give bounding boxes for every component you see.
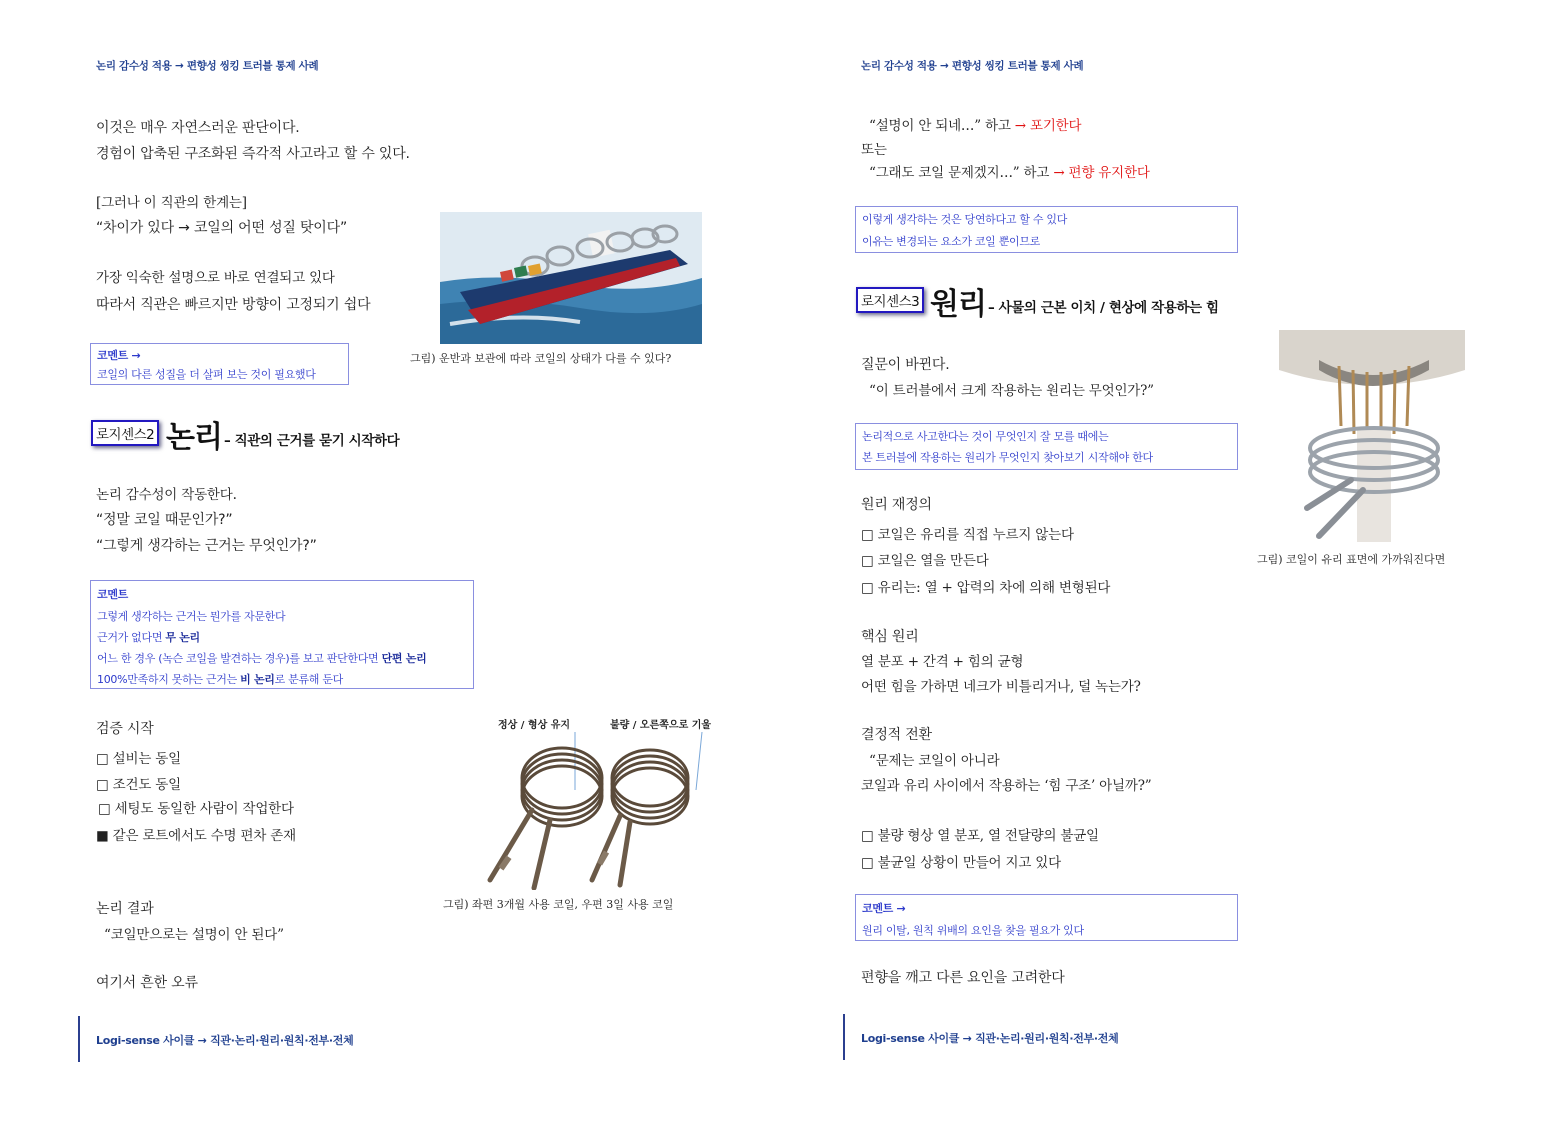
comment-line: 100%만족하지 못하는 근거는 비 논리로 분류해 둔다	[97, 673, 343, 686]
comment-line: 본 트러블에 작용하는 원리가 무엇인지 찾아보기 시작해야 한다	[862, 451, 1153, 464]
turn-line: “문제는 코일이 아니라	[869, 753, 1000, 769]
redefine-title: 원리 재정의	[861, 497, 932, 513]
page-footer: Logi-sense 사이클 → 직관·논리·원리·원칙·전부·전체	[861, 1032, 1119, 1045]
comment-line: 어느 한 경우 (녹슨 코일을 발견하는 경우)를 보고 판단한다면 단편 논리	[97, 652, 427, 665]
verify-item: □ 조건도 동일	[96, 777, 181, 793]
question-quote: “이 트러블에서 크게 작용하는 원리는 무엇인가?”	[869, 383, 1154, 399]
coil-label-normal: 정상 / 형상 유지	[498, 720, 571, 731]
cargo-ship-image	[440, 212, 702, 344]
redefine-item: □ 유리는: 열 + 압력의 차에 의해 변형된다	[861, 580, 1111, 596]
footer-bar	[843, 1014, 845, 1060]
heater-coil-image	[1279, 330, 1465, 542]
redefine-item: □ 코일은 유리를 직접 누르지 않는다	[861, 527, 1074, 543]
heater-caption: 그림) 코일이 유리 표면에 가까워진다면	[1257, 553, 1446, 566]
result-title: 논리 결과	[96, 901, 154, 917]
comment-box-2	[855, 423, 1238, 470]
defect-item: □ 불균일 상황이 만들어 지고 있다	[861, 855, 1061, 871]
quote-giveup: “설명이 안 되네…” 하고 → 포기한다	[869, 118, 1082, 134]
comment-box-1	[855, 206, 1238, 253]
comment-line: 이유는 변경되는 요소가 코일 뿐이므로	[862, 235, 1041, 248]
coil-caption: 그림) 좌편 3개월 사용 코일, 우편 3일 사용 코일	[443, 898, 674, 911]
limit-quote: “차이가 있다 → 코일의 어떤 성질 탓이다”	[96, 220, 347, 236]
comment-line: 논리적으로 사고한다는 것이 무엇인지 잘 모를 때에는	[862, 430, 1109, 443]
question-changed: 질문이 바뀐다.	[861, 357, 950, 373]
limit-line-1: 가장 익숙한 설명으로 바로 연결되고 있다	[96, 270, 335, 286]
comment-title: 코멘트 →	[97, 349, 141, 362]
verify-title: 검증 시작	[96, 721, 154, 737]
defect-item: □ 불량 형상 열 분포, 열 전달량의 불균일	[861, 828, 1099, 844]
section-title: 원리	[930, 287, 986, 322]
coil-photo-image	[470, 730, 715, 890]
core-line: 열 분포 + 간격 + 힘의 균형	[861, 654, 1024, 670]
coil-label-defect: 불량 / 오른쪽으로 기울	[610, 720, 712, 731]
section-subtitle: – 직관의 근거를 묻기 시작하다	[224, 433, 400, 449]
quote-keep-bias: “그래도 코일 문제겠지…” 하고 → 편향 유지한다	[869, 165, 1150, 181]
section-tag: 로지센스2	[91, 420, 159, 446]
ship-caption: 그림) 운반과 보관에 따라 코일의 상태가 다를 수 있다?	[410, 352, 672, 365]
limit-line-2: 따라서 직관은 빠르지만 방향이 고정되기 쉽다	[96, 297, 371, 313]
intro-line-2: 경험이 압축된 구조화된 즉각적 사고라고 할 수 있다.	[96, 146, 410, 162]
comment-box-2	[90, 580, 474, 689]
comment-line: 그렇게 생각하는 근거는 뭔가를 자문한다	[97, 610, 286, 623]
page-header: 논리 감수성 적용 → 편향성 씽킹 트러블 통제 사례	[861, 60, 1084, 72]
footer-bar	[78, 1016, 80, 1062]
comment-title: 코멘트 →	[862, 902, 906, 915]
verify-item: □ 설비는 동일	[96, 751, 181, 767]
turn-title: 결정적 전환	[861, 727, 932, 743]
core-title: 핵심 원리	[861, 629, 919, 645]
comment-box-1	[90, 343, 349, 385]
comment-title: 코멘트	[97, 588, 128, 601]
result-quote: “코일만으로는 설명이 안 된다”	[104, 927, 284, 943]
page-footer: Logi-sense 사이클 → 직관·논리·원리·원칙·전부·전체	[96, 1034, 354, 1047]
logic-line-1: 논리 감수성이 작동한다.	[96, 487, 237, 503]
comment-text: 코일의 다른 성질을 더 살펴 보는 것이 필요했다	[97, 368, 316, 381]
verify-item: ■ 같은 로트에서도 수명 편차 존재	[96, 828, 296, 844]
or-text: 또는	[861, 142, 887, 158]
logic-line-3: “그렇게 생각하는 근거는 무엇인가?”	[96, 538, 317, 554]
left-page	[0, 0, 779, 1125]
comment-line: 이렇게 생각하는 것은 당연하다고 할 수 있다	[862, 213, 1068, 226]
redefine-item: □ 코일은 열을 만든다	[861, 553, 989, 569]
section-subtitle: – 사물의 근본 이치 / 현상에 작용하는 힘	[988, 300, 1219, 316]
core-line: 어떤 힘을 가하면 네크가 비틀리거나, 덜 녹는가?	[861, 679, 1141, 695]
turn-line: 코일과 유리 사이에서 작용하는 ‘힘 구조’ 아닐까?”	[861, 778, 1152, 794]
page-header: 논리 감수성 적용 → 편향성 씽킹 트러블 통제 사례	[96, 60, 319, 72]
logic-line-2: “정말 코일 때문인가?”	[96, 512, 233, 528]
error-title: 여기서 흔한 오류	[96, 975, 198, 991]
comment-box-3	[855, 894, 1238, 941]
closing-line: 편향을 깨고 다른 요인을 고려한다	[861, 970, 1065, 986]
limit-title: [그러나 이 직관의 한계는]	[96, 195, 247, 211]
section-tag: 로지센스3	[856, 287, 924, 313]
comment-text: 원리 이탈, 원칙 위배의 요인을 찾을 필요가 있다	[862, 924, 1084, 937]
section-title: 논리	[166, 420, 222, 455]
verify-item: □ 세팅도 동일한 사람이 작업한다	[98, 801, 294, 817]
right-page	[779, 0, 1558, 1125]
comment-line: 근거가 없다면 무 논리	[97, 631, 200, 644]
intro-line-1: 이것은 매우 자연스러운 판단이다.	[96, 120, 300, 136]
